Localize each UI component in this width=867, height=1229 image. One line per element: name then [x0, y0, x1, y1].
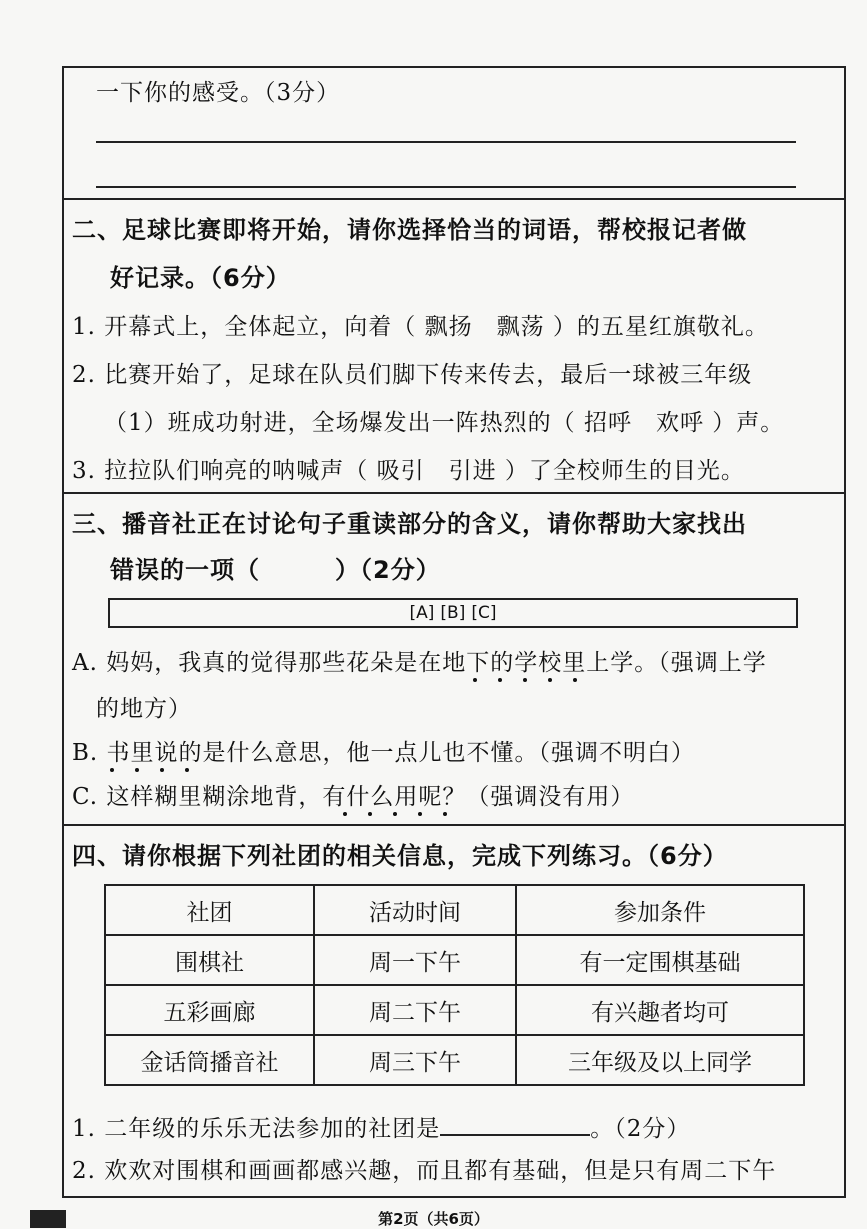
table-header-row — [105, 885, 804, 935]
emphasis-dot — [498, 678, 502, 682]
emphasis-dot — [160, 768, 164, 772]
emphasis-dot — [473, 678, 477, 682]
header-club: 社团 — [105, 885, 314, 935]
section3-title-cont: 错误的一项（ ）（2分） — [110, 556, 441, 584]
section4-q2: 2. 欢欢对围棋和画画都感兴趣，而且都有基础，但是只有周二下午 — [72, 1158, 777, 1184]
section2-item-3: 3. 拉拉队们响亮的呐喊声（ 吸引 引进 ）了全校师生的目光。 — [72, 458, 745, 484]
table-row — [105, 985, 804, 1035]
emphasis-dot — [418, 812, 422, 816]
cell-time: 周一下午 — [314, 935, 516, 985]
answer-line-1[interactable] — [96, 141, 796, 143]
q1-suffix: 。（2分） — [590, 1116, 691, 1142]
cell-condition: 有兴趣者均可 — [516, 985, 804, 1035]
option-c: C. 这样糊里糊涂地背，有什么用呢？（强调没有用） — [72, 784, 635, 810]
section2-item-2: 2. 比赛开始了，足球在队员们脚下传来传去，最后一球被三年级 — [72, 362, 753, 388]
emphasis-dot — [135, 768, 139, 772]
section3-title: 三、播音社正在讨论句子重读部分的含义，请你帮助大家找出 — [72, 510, 747, 538]
emphasis-dot — [368, 812, 372, 816]
club-info-table — [104, 884, 805, 1086]
header-time: 活动时间 — [314, 885, 516, 935]
section2-title-cont: 好记录。（6分） — [110, 264, 291, 292]
cell-condition: 有一定围棋基础 — [516, 935, 804, 985]
choice-b[interactable]: [B] — [440, 603, 466, 623]
emphasis-dot — [548, 678, 552, 682]
emphasis-dot — [343, 812, 347, 816]
section2-item-1: 1. 开幕式上，全体起立，向着（ 飘扬 飘荡 ）的五星红旗敬礼。 — [72, 314, 769, 340]
bottom-border — [62, 1196, 846, 1198]
divider-1 — [62, 198, 846, 200]
section2-item-2-cont: （1）班成功射进，全场爆发出一阵热烈的（ 招呼 欢呼 ）声。 — [104, 410, 785, 436]
option-b: B. 书里说的是什么意思，他一点儿也不懂。（强调不明白） — [72, 740, 696, 766]
divider-3 — [62, 824, 846, 826]
section4-q1 — [72, 1110, 690, 1143]
section2-title: 二、足球比赛即将开始，请你选择恰当的词语，帮校报记者做 — [72, 216, 747, 244]
answer-line-2[interactable] — [96, 186, 796, 188]
table-row — [105, 1035, 804, 1085]
cell-club: 金话筒播音社 — [105, 1035, 314, 1085]
q1-answer-blank[interactable] — [440, 1112, 590, 1136]
emphasis-dot — [443, 812, 447, 816]
option-a: A. 妈妈，我真的觉得那些花朵是在地下的学校里上学。（强调上学 — [72, 650, 767, 676]
cell-condition: 三年级及以上同学 — [516, 1035, 804, 1085]
top-border — [62, 66, 846, 68]
q1-prefix: 1. 二年级的乐乐无法参加的社团是 — [72, 1116, 441, 1142]
cell-time: 周二下午 — [314, 985, 516, 1035]
section1-tail: 一下你的感受。（3分） — [96, 80, 341, 106]
emphasis-dot — [393, 812, 397, 816]
cell-club: 围棋社 — [105, 935, 314, 985]
emphasis-dot — [185, 768, 189, 772]
header-condition: 参加条件 — [516, 885, 804, 935]
answer-choice-bar[interactable] — [108, 598, 798, 628]
choice-c[interactable]: [C] — [471, 603, 497, 623]
divider-2 — [62, 492, 846, 494]
emphasis-dot — [523, 678, 527, 682]
emphasis-dot — [110, 768, 114, 772]
option-a-cont: 的地方） — [96, 696, 192, 722]
cell-time: 周三下午 — [314, 1035, 516, 1085]
cell-club: 五彩画廊 — [105, 985, 314, 1035]
page-number: 第2页（共6页） — [378, 1210, 489, 1228]
choice-a[interactable]: [A] — [409, 603, 435, 623]
emphasis-dot — [573, 678, 577, 682]
table-row — [105, 935, 804, 985]
section4-title: 四、请你根据下列社团的相关信息，完成下列练习。（6分） — [72, 842, 728, 870]
